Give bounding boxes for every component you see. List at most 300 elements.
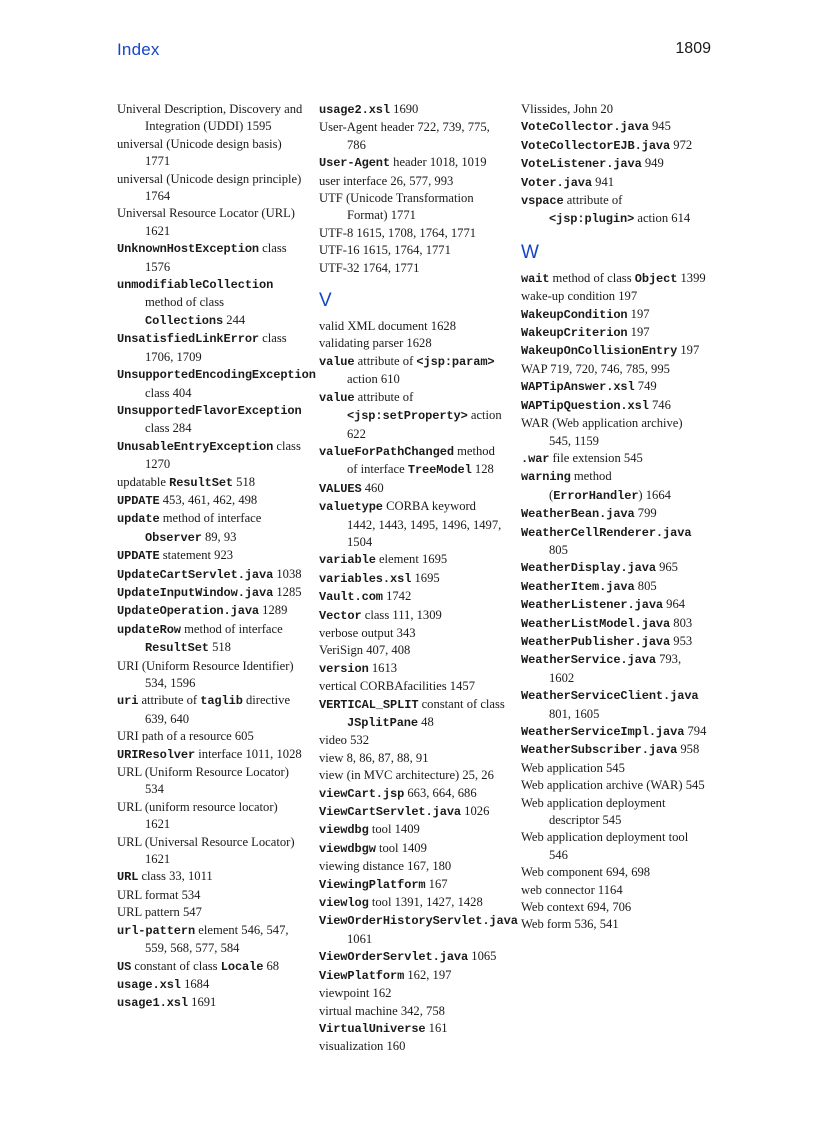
entry-code-term: UpdateCartServlet.java (117, 567, 274, 582)
index-entry (117, 904, 303, 921)
entry-text: 964 (663, 597, 686, 612)
entry-code-term: URIResolver (117, 747, 196, 762)
entry-code-term: update (117, 512, 160, 527)
index-entry (521, 324, 707, 342)
index-entry (117, 728, 303, 745)
entry-text: 941 (592, 174, 615, 189)
index-entry (117, 171, 303, 206)
entry-text: user interface 26, 577, 993 (319, 173, 454, 188)
entry-code-term: value (319, 390, 355, 405)
index-column-3 (521, 101, 707, 934)
index-entry (319, 660, 505, 678)
entry-text: URI path of a resource 605 (117, 729, 254, 744)
entry-text: constant of class (418, 696, 505, 711)
entry-text: view 8, 86, 87, 88, 91 (319, 750, 429, 765)
index-entry (521, 342, 707, 360)
entry-text: header 1018, 1019 (390, 155, 487, 170)
index-entry (319, 1038, 505, 1055)
entry-text: Universal Resource Locator (URL) 1621 (117, 206, 295, 238)
entry-text: UTF-16 1615, 1764, 1771 (319, 243, 451, 258)
entry-code-term: US (117, 959, 132, 974)
index-entry (319, 642, 505, 659)
entry-text: vertical CORBAfacilities 1457 (319, 679, 475, 694)
entry-code-term: taglib (200, 694, 243, 709)
entry-text: attribute of (354, 389, 414, 404)
entry-code-term: WakeupCondition (521, 307, 628, 322)
entry-text: file extension 545 (549, 450, 643, 465)
entry-text: class 1270 (145, 438, 301, 472)
index-entry (117, 922, 303, 958)
entry-text: class 404 (145, 385, 192, 400)
entry-text: class 284 (145, 421, 192, 436)
section-title: Index (117, 40, 160, 59)
entry-text: 1061 (347, 931, 373, 946)
entry-code-term: url-pattern (117, 923, 196, 938)
entry-code-term: Observer (145, 530, 202, 545)
index-entry (319, 750, 505, 767)
entry-code-term: UPDATE (117, 493, 160, 508)
entry-text: tool 1409 (368, 822, 420, 837)
entry-text: class 111, 1309 (361, 607, 442, 622)
entry-code-term: ViewPlatform (319, 968, 405, 983)
index-entry (319, 625, 505, 642)
entry-code-term: WeatherDisplay.java (521, 561, 656, 576)
entry-code-term: Vector (319, 608, 362, 623)
entry-text: attribute of (354, 353, 417, 368)
index-entry (521, 192, 707, 229)
index-entry (319, 353, 505, 389)
index-entry (319, 858, 505, 875)
index-entry (319, 101, 505, 119)
entry-code-term: warning (521, 470, 571, 485)
entry-text: VeriSign 407, 408 (319, 643, 411, 658)
index-entry (521, 651, 707, 687)
index-entry (117, 547, 303, 565)
entry-text: 518 (233, 474, 256, 489)
index-entry (117, 764, 303, 799)
entry-code-term: TreeModel (407, 463, 472, 478)
entry-code-term: WakeupCriterion (521, 326, 628, 341)
index-entry (319, 173, 505, 190)
index-entry (117, 994, 303, 1012)
entry-text: 793, 1602 (549, 652, 682, 685)
entry-code-term: variables.xsl (319, 571, 412, 586)
letter-heading: V (319, 290, 332, 312)
entry-text: element 1695 (375, 552, 448, 567)
index-entry (117, 976, 303, 994)
entry-text: 972 (670, 137, 693, 152)
entry-text: statement 923 (159, 548, 234, 563)
index-entry (117, 330, 303, 366)
entry-text: viewing distance 167, 180 (319, 859, 452, 874)
index-entry (319, 912, 518, 948)
entry-text: wake-up condition 197 (521, 289, 638, 304)
entry-code-term: ErrorHandler (553, 488, 639, 503)
index-entry (521, 137, 707, 155)
entry-text: URL format 534 (117, 887, 201, 902)
index-entry (521, 578, 707, 596)
index-entry (319, 260, 505, 277)
letter-heading: W (521, 241, 539, 263)
entry-text: tool 1409 (375, 840, 427, 855)
entry-code-term: value (319, 354, 355, 369)
entry-text: 746 (648, 397, 671, 412)
index-entry (521, 174, 707, 192)
index-column-2 (319, 101, 518, 1056)
index-entry (117, 101, 303, 136)
entry-text: verbose output 343 (319, 625, 416, 640)
entry-text: method ( (549, 469, 612, 502)
entry-text: class 1706, 1709 (145, 331, 287, 364)
entry-text: CORBA keyword 1442, 1443, 1495, 1496, 1497, 1504 (347, 499, 502, 549)
index-entry (319, 1003, 505, 1020)
index-entry (319, 803, 505, 821)
entry-code-term: VoteListener.java (521, 157, 642, 172)
entry-code-term: UnusableEntryException (117, 439, 274, 454)
entry-text: 1742 (382, 589, 412, 604)
entry-code-term: WeatherBean.java (521, 507, 635, 522)
index-entry (521, 777, 707, 794)
entry-text: 801, 1605 (549, 706, 600, 721)
entry-text: 244 (223, 312, 246, 327)
entry-text: constant of class (131, 958, 221, 973)
entry-code-term: Object (634, 271, 678, 286)
entry-code-term: usage.xsl (117, 977, 181, 992)
index-entry (319, 967, 505, 985)
entry-text: 1038 (273, 566, 302, 581)
entry-text: valid XML document 1628 (319, 319, 456, 334)
index-entry (319, 242, 505, 259)
index-entry (521, 760, 707, 777)
entry-code-term: WeatherServiceImpl.java (521, 725, 685, 739)
entry-text: Web application deployment descriptor 545 (521, 795, 666, 828)
entry-text: User-Agent header 722, 739, 775, 786 (319, 120, 490, 152)
entry-code-term: WeatherListModel.java (521, 616, 671, 631)
entry-code-term: UnsupportedEncodingException (117, 368, 316, 383)
entry-text: universal (Unicode design basis) 1771 (117, 136, 282, 169)
index-entry (521, 899, 707, 916)
entry-text: 663, 664, 686 (404, 785, 477, 800)
index-entry (319, 318, 505, 335)
entry-code-term: WeatherPublisher.java (521, 634, 671, 649)
index-entry (319, 696, 505, 733)
entry-code-term: WeatherService.java (521, 653, 656, 668)
index-entry (521, 415, 707, 450)
entry-text: Univeral Description, Discovery and Integration (UDDI) 1595 (117, 102, 303, 134)
entry-text: Web application deployment tool 546 (521, 830, 689, 862)
entry-text: attribute of (563, 193, 623, 208)
entry-text: 197 (627, 306, 650, 321)
entry-text: URL (Universal Resource Locator) 1621 (117, 834, 295, 867)
entry-text: 197 (627, 325, 650, 340)
entry-text: 518 (208, 640, 231, 655)
entry-code-term: viewdbg (319, 823, 369, 838)
index-entry (319, 588, 505, 606)
entry-text: 749 (634, 379, 657, 394)
index-entry (319, 821, 505, 839)
entry-text: URL (Uniform Resource Locator) 534 (117, 765, 289, 797)
index-entry (117, 958, 303, 976)
entry-text: viewpoint 162 (319, 986, 392, 1001)
entry-text: attribute of (138, 693, 201, 708)
index-entry (117, 887, 303, 904)
index-entry (319, 767, 505, 784)
index-entry (117, 566, 303, 584)
page-number: 1809 (675, 40, 711, 57)
entry-code-term: uri (117, 694, 139, 709)
index-entry (521, 795, 707, 830)
index-entry (521, 270, 707, 288)
index-entry (117, 474, 303, 492)
entry-code-term: JSplitPane (347, 716, 419, 730)
index-entry (521, 378, 707, 396)
index-entry (521, 882, 707, 899)
entry-text: method of class (145, 295, 225, 310)
entry-text: action 610 (347, 372, 400, 387)
index-entry (521, 101, 707, 118)
index-entry (117, 868, 303, 886)
entry-text: method of interface (180, 621, 283, 636)
index-entry (319, 785, 505, 803)
entry-text: 197 (677, 343, 700, 358)
index-entry (117, 438, 303, 474)
entry-code-term: .war (521, 451, 550, 466)
index-entry (117, 602, 303, 620)
index-entry (319, 335, 505, 352)
index-entry (521, 864, 707, 881)
index-entry (521, 615, 707, 633)
entry-code-term: WeatherSubscriber.java (521, 743, 678, 758)
entry-text: action 622 (347, 408, 502, 441)
index-entry (117, 402, 303, 438)
entry-text: 162, 197 (404, 967, 452, 982)
entry-text: view (in MVC architecture) 25, 26 (319, 768, 494, 783)
index-entry (117, 799, 303, 834)
entry-text: 965 (655, 560, 678, 575)
entry-text: 949 (641, 156, 664, 171)
entry-text: method of class (549, 270, 635, 285)
entry-code-term: viewdbgw (319, 841, 376, 856)
entry-text: class 1576 (145, 241, 287, 274)
index-entry (117, 584, 303, 602)
entry-text: 1026 (461, 804, 490, 819)
entry-text: WAR (Web application archive) 545, 1159 (521, 416, 683, 448)
entry-code-term: VirtualUniverse (319, 1021, 426, 1036)
entry-code-term: viewlog (319, 896, 369, 911)
entry-code-term: <jsp:setProperty> (347, 409, 468, 424)
entry-code-term: vspace (521, 194, 564, 209)
entry-text: 167 (425, 876, 448, 891)
entry-text: 1695 (411, 570, 440, 585)
index-entry (117, 746, 303, 764)
entry-code-term: VALUES (319, 481, 362, 496)
index-entry (319, 154, 505, 172)
page-header (117, 40, 711, 64)
entry-code-term: VoteCollectorEJB.java (521, 138, 671, 153)
entry-code-term: WeatherListener.java (521, 598, 664, 613)
entry-text: 48 (418, 715, 434, 729)
entry-code-term: UpdateOperation.java (117, 604, 260, 619)
entry-code-term: VERTICAL_SPLIT (319, 697, 419, 712)
entry-text: 161 (425, 1020, 448, 1035)
index-entry (319, 607, 505, 625)
entry-code-term: valuetype (319, 500, 383, 515)
entry-code-term: User-Agent (319, 156, 391, 171)
index-entry (319, 551, 505, 569)
entry-code-term: Vault.com (319, 590, 383, 605)
entry-text: URL pattern 547 (117, 905, 202, 920)
index-entry (117, 621, 303, 658)
entry-code-term: WAPTipQuestion.xsl (521, 398, 649, 413)
entry-text: UTF-32 1764, 1771 (319, 260, 420, 275)
entry-text: 794 (684, 724, 707, 738)
entry-code-term: ViewOrderHistoryServlet.java (319, 914, 518, 929)
index-entry (521, 524, 707, 560)
entry-code-term: URL (117, 870, 139, 885)
index-entry (319, 190, 505, 225)
entry-code-term: ResultSet (169, 475, 234, 490)
index-entry (117, 276, 303, 330)
entry-code-term: Locale (220, 959, 264, 974)
index-entry (117, 492, 303, 510)
index-entry (117, 834, 303, 869)
index-entry (319, 678, 505, 695)
index-entry (319, 225, 505, 242)
entry-text: updatable (117, 474, 170, 489)
entry-code-term: VoteCollector.java (521, 120, 649, 135)
index-entry (117, 658, 303, 693)
index-entry (319, 876, 505, 894)
entry-text: 460 (361, 480, 384, 495)
entry-code-term: wait (521, 271, 550, 286)
index-entry (521, 559, 707, 577)
entry-code-term: UpdateInputWindow.java (117, 585, 274, 600)
entry-code-term: ViewOrderServlet.java (319, 950, 469, 965)
entry-text: method of interface (347, 443, 495, 477)
entry-text: 453, 461, 462, 498 (159, 492, 258, 507)
entry-code-term: unmodifiableCollection (117, 278, 274, 293)
entry-text: directive 639, 640 (145, 693, 291, 726)
index-entry (521, 723, 707, 741)
entry-code-term: UnknownHostException (117, 242, 260, 257)
index-entry (521, 505, 707, 523)
entry-text: 1285 (273, 584, 302, 599)
entry-code-term: variable (319, 553, 376, 568)
entry-code-term: WeatherItem.java (521, 579, 635, 594)
entry-code-term: viewCart.jsp (319, 786, 405, 801)
index-entry (521, 155, 707, 173)
index-entry (521, 450, 707, 468)
index-entry (117, 510, 303, 547)
entry-code-term: UnsupportedFlavorException (117, 403, 302, 418)
entry-code-term: usage1.xsl (117, 996, 189, 1011)
entry-code-term: usage2.xsl (319, 103, 391, 117)
index-entry (117, 205, 303, 240)
index-entry (117, 136, 303, 171)
entry-text: URI (Uniform Resource Identifier) 534, 1596 (117, 658, 294, 690)
index-entry (521, 633, 707, 651)
index-column-1 (117, 101, 316, 1013)
entry-text: web connector 1164 (521, 882, 623, 897)
entry-text: action 614 (634, 211, 691, 226)
index-entry (521, 596, 707, 614)
entry-code-term: <jsp:plugin> (549, 212, 635, 227)
index-entry (521, 687, 707, 723)
index-entry (319, 1020, 505, 1038)
index-entry (319, 732, 505, 749)
entry-code-term: Collections (145, 313, 224, 328)
index-entry (521, 397, 707, 415)
entry-code-term: WeatherServiceClient.java (521, 689, 699, 704)
entry-text: UTF (Unicode Transformation Format) 1771 (319, 191, 474, 223)
entry-text: 805 (634, 578, 657, 593)
entry-text: Web form 536, 541 (521, 917, 619, 932)
entry-code-term: updateRow (117, 622, 181, 637)
entry-text: Web application archive (WAR) 545 (521, 778, 705, 793)
entry-text: interface 1011, 1028 (195, 746, 302, 761)
index-entry (319, 894, 505, 912)
index-entry (521, 468, 707, 505)
entry-code-term: version (319, 661, 369, 676)
index-entry (319, 985, 505, 1002)
index-entry (521, 829, 707, 864)
entry-code-term: ViewCartServlet.java (319, 805, 462, 820)
entry-text: universal (Unicode design principle) 1764 (117, 171, 302, 204)
entry-text: 1690 (390, 102, 419, 116)
entry-text: WAP 719, 720, 746, 785, 995 (521, 361, 670, 376)
entry-text: element 546, 547, 559, 568, 577, 584 (145, 922, 289, 956)
index-entry (521, 288, 707, 305)
entry-text: UTF-8 1615, 1708, 1764, 1771 (319, 225, 477, 240)
entry-text: Web application 545 (521, 760, 625, 775)
entry-code-term: <jsp:param> (416, 354, 495, 369)
entry-text: validating parser 1628 (319, 336, 432, 351)
index-entry (117, 240, 303, 276)
index-entry (319, 840, 505, 858)
index-entry (521, 741, 707, 759)
entry-text: 1065 (468, 949, 497, 964)
entry-text: Vlissides, John 20 (521, 102, 614, 116)
entry-code-term: ResultSet (145, 641, 209, 656)
entry-code-term: valueForPathChanged (319, 444, 454, 459)
entry-text: 1289 (259, 603, 288, 618)
entry-code-term: WakeupOnCollisionEntry (521, 344, 678, 359)
entry-text: 803 (670, 615, 693, 630)
entry-text: 1684 (180, 976, 210, 991)
entry-code-term: UnsatisfiedLinkError (117, 332, 260, 347)
entry-code-term: WeatherCellRenderer.java (521, 525, 692, 540)
index-entry (319, 119, 505, 154)
index-entry (319, 389, 505, 443)
index-entry (117, 692, 303, 728)
entry-text: class 33, 1011 (138, 869, 213, 884)
index-entry (319, 570, 505, 588)
entry-code-term: Voter.java (521, 175, 593, 190)
entry-text: 1399 (677, 270, 706, 285)
index-entry (521, 118, 707, 136)
entry-text: tool 1391, 1427, 1428 (368, 895, 483, 910)
index-entry (319, 498, 505, 551)
entry-text: URL (uniform resource locator) 1621 (117, 799, 278, 832)
entry-text: 68 (263, 958, 280, 973)
entry-text: 799 (634, 506, 657, 521)
index-entry (319, 480, 505, 498)
entry-text: 805 (549, 542, 568, 557)
entry-text: 958 (677, 742, 700, 757)
index-entry (521, 916, 707, 933)
entry-code-term: UPDATE (117, 549, 160, 564)
entry-code-term: ViewingPlatform (319, 877, 426, 892)
